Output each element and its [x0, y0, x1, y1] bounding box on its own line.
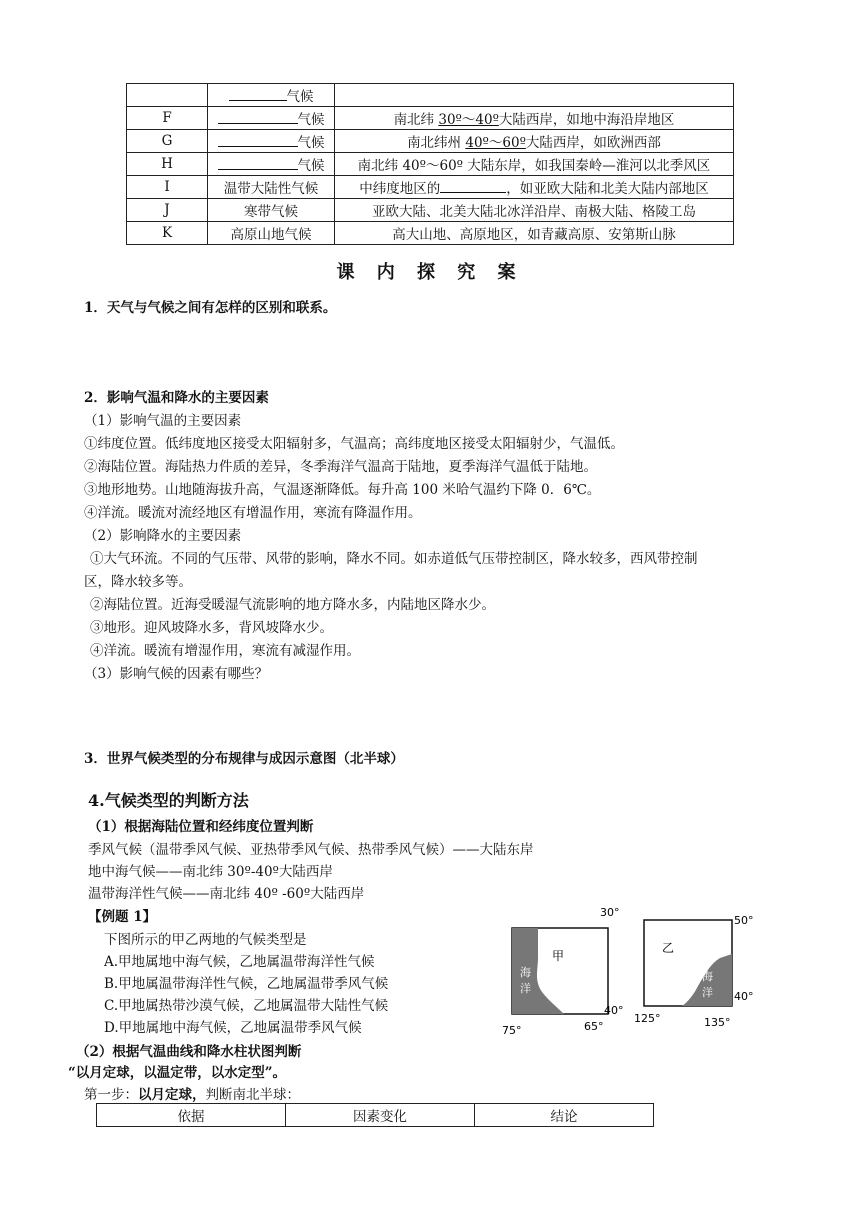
method-motto: “以月定球，以温定带，以水定型”。: [68, 1065, 287, 1081]
subheading-precipitation-factors: （2）影响降水的主要因素: [84, 528, 242, 544]
table-cell-id: [127, 84, 208, 107]
table-row: [127, 199, 734, 222]
table-cell-id: F: [127, 107, 208, 130]
question-2: 2．影响气温和降水的主要因素: [84, 390, 269, 406]
table-cell-climate: 气候: [208, 153, 335, 176]
lon-right-label: 135°: [704, 1016, 731, 1029]
table-row: [127, 176, 734, 199]
table-cell-distribution: [335, 84, 734, 107]
table-cell-climate: 气候: [208, 84, 335, 107]
climate-type-table: [126, 83, 734, 245]
section-title: 课 内 探 究 案: [336, 262, 524, 283]
example-option: D.甲地属地中海气候，乙地属温带季风气候: [104, 1020, 362, 1036]
precipitation-factor-item: ①大气环流。不同的气压带、风带的影响，降水不同。如赤道低气压带控制区，降水较多，西风带控制: [90, 551, 698, 567]
precipitation-factor-item: ④洋流。暖流有增湿作用，寒流有减湿作用。: [90, 643, 360, 659]
subheading-location-method: （1）根据海陆位置和经纬度位置判断: [88, 819, 314, 835]
subheading-curve-method: （2）根据气温曲线和降水柱状图判断: [76, 1044, 302, 1060]
temperature-factor-item: ②海陆位置。海陆热力件质的差异，冬季海洋气温高于陆地，夏季海洋气温低于陆地。: [84, 459, 597, 475]
place-yi-label: 乙: [662, 941, 675, 955]
lat-bottom-label: 40°: [734, 990, 754, 1003]
ocean-label-top: 海: [520, 966, 531, 979]
location-rule: 地中海气候——南北纬 30º-40º大陆西岸: [88, 864, 333, 880]
subheading-temperature-factors: （1）影响气温的主要因素: [84, 413, 242, 429]
table-header-change: 因素变化: [286, 1104, 475, 1127]
table-cell-distribution: 南北纬 30º～40º大陆西岸，如地中海沿岸地区: [335, 107, 734, 130]
lat-top-label: 50°: [734, 914, 754, 927]
temperature-factor-item: ①纬度位置。低纬度地区接受太阳辐射多，气温高；高纬度地区接受太阳辐射少，气温低。: [84, 436, 624, 452]
precipitation-factor-item: ③地形。迎风坡降水多，背风坡降水少。: [90, 620, 333, 636]
example-option: C.甲地属热带沙漠气候，乙地属温带大陆性气候: [104, 998, 389, 1014]
table-cell-id: G: [127, 130, 208, 153]
example-question: 下图所示的甲乙两地的气候类型是: [104, 932, 307, 948]
ocean-label-bottom: 洋: [520, 982, 531, 995]
table-header-conclusion: 结论: [475, 1104, 654, 1127]
place-jia-label: 甲: [552, 949, 565, 963]
question-3: 3．世界气候类型的分布规律与成因示意图（北半球）: [84, 751, 404, 767]
table-cell-climate: 寒带气候: [208, 199, 335, 222]
table-header-basis: 依据: [97, 1104, 286, 1127]
table-cell-distribution: 亚欧大陆、北美大陆北冰洋沿岸、南极大陆、格陵工岛: [335, 199, 734, 222]
lat-bottom-label: 40°: [604, 1004, 624, 1017]
temperature-factor-item: ④洋流。暖流对流经地区有增温作用，寒流有降温作用。: [84, 505, 422, 521]
ocean-label-top: 海: [702, 970, 713, 983]
ocean-label-bottom: 洋: [702, 986, 713, 999]
example-label: 【例题 1】: [88, 909, 157, 925]
table-cell-climate: 气候: [208, 130, 335, 153]
question-1: 1．天气与气候之间有怎样的区别和联系。: [84, 300, 337, 316]
lon-left-label: 75°: [502, 1024, 522, 1037]
table-header-row: [97, 1104, 654, 1127]
lat-top-label: 30°: [600, 906, 620, 919]
table-cell-id: H: [127, 153, 208, 176]
lon-left-label: 125°: [634, 1012, 661, 1025]
example-option: B.甲地属温带海洋性气候，乙地属温带季风气候: [104, 976, 389, 992]
table-cell-climate: 温带大陆性气候: [208, 176, 335, 199]
precipitation-factor-item: ②海陆位置。近海受暖湿气流影响的地方降水多，内陆地区降水少。: [90, 597, 495, 613]
table-cell-distribution: 中纬度地区的 ，如亚欧大陆和北美大陆内部地区: [335, 176, 734, 199]
table-cell-climate: 气候: [208, 107, 335, 130]
example-option: A.甲地属地中海气候，乙地属温带海洋性气候: [104, 954, 375, 970]
table-row: [127, 130, 734, 153]
table-row: [127, 84, 734, 107]
table-cell-distribution: 高大山地、高原地区，如青藏高原、安第斯山脉: [335, 222, 734, 245]
table-row: [127, 153, 734, 176]
table-cell-id: I: [127, 176, 208, 199]
temperature-factor-item: ③地形地势。山地随海拔升高，气温逐渐降低。每升高 100 米哈气温约下降 0．6℃。: [84, 482, 601, 498]
table-cell-id: J: [127, 199, 208, 222]
question-4: 4.气候类型的判断方法: [88, 791, 249, 810]
precipitation-factor-item-continued: 区，降水较多等。: [84, 574, 192, 590]
hemisphere-judgment-table: [96, 1103, 654, 1127]
table-cell-distribution: 南北纬 40º～60º 大陆东岸，如我国秦岭—淮河以北季风区: [335, 153, 734, 176]
map-yi: [632, 900, 772, 1040]
subheading-climate-factors: （3）影响气候的因素有哪些？: [84, 666, 269, 682]
location-rule: 季风气候（温带季风气候、亚热带季风气候、热带季风气候）——大陆东岸: [88, 842, 534, 858]
table-cell-climate: 高原山地气候: [208, 222, 335, 245]
step-1: 第一步：以月定球，判断南北半球：: [84, 1087, 300, 1103]
table-cell-id: K: [127, 222, 208, 245]
table-cell-distribution: 南北纬州 40º～60º大陆西岸，如欧洲西部: [335, 130, 734, 153]
table-row: [127, 107, 734, 130]
table-row: [127, 222, 734, 245]
location-rule: 温带海洋性气候——南北纬 40º -60º大陆西岸: [88, 886, 365, 902]
lon-right-label: 65°: [584, 1020, 604, 1033]
map-jia: [500, 900, 630, 1040]
